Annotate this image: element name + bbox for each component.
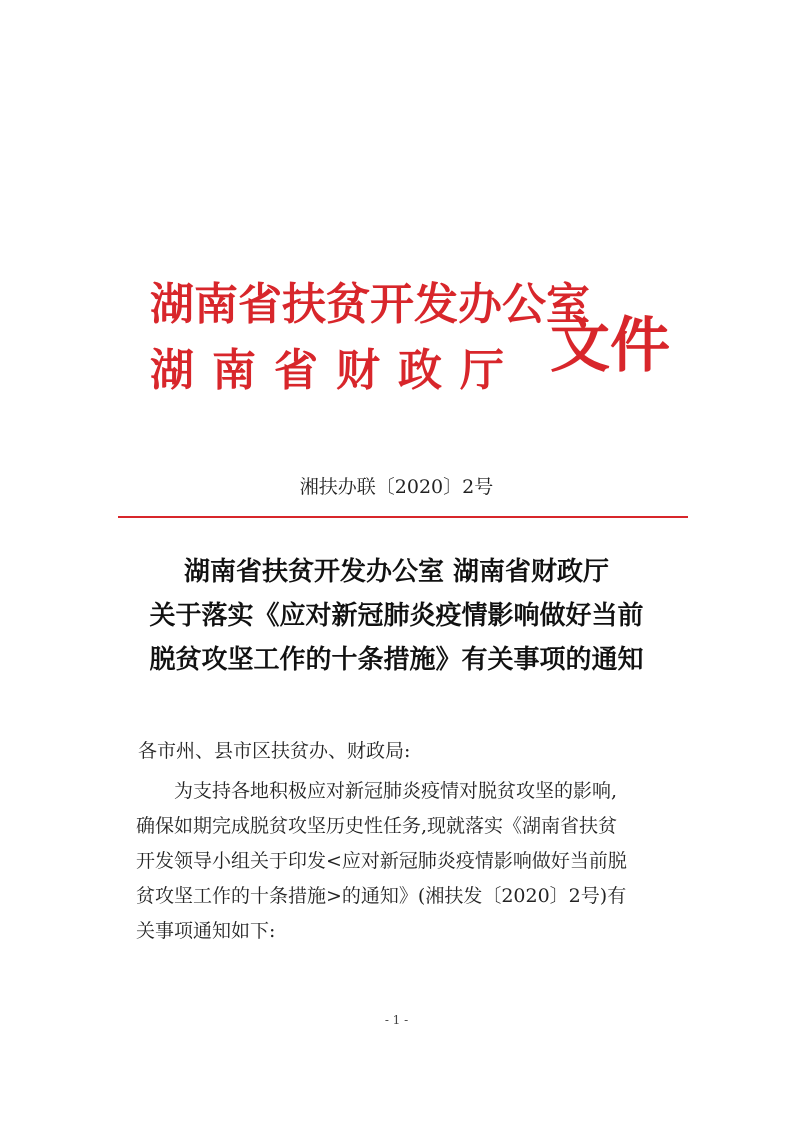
red-divider-line (118, 516, 688, 518)
body-line-1: 为支持各地积极应对新冠肺炎疫情对脱贫攻坚的影响, (174, 780, 618, 802)
body-line-2: 确保如期完成脱贫攻坚历史性任务,现就落实《湖南省扶贫 (136, 815, 618, 837)
page-number: - 1 - (384, 1013, 409, 1027)
salutation: 各市州、县市区扶贫办、财政局: (138, 740, 411, 762)
issuer-name-2: 湖南省财政厅 (150, 345, 522, 396)
title-line-1: 湖南省扶贫开发办公室 湖南省财政厅 (183, 557, 610, 587)
letterhead (150, 268, 670, 408)
title-line-2: 关于落实《应对新冠肺炎疫情影响做好当前 (149, 601, 644, 631)
document-type-label: 文件 (550, 311, 670, 381)
title-line-3: 脱贫攻坚工作的十条措施》有关事项的通知 (149, 645, 644, 675)
document-number: 湘扶办联〔2020〕2号 (299, 476, 494, 498)
issuer-name-1: 湖南省扶贫开发办公室 (150, 279, 590, 330)
body-line-5: 关事项通知如下: (136, 920, 276, 942)
body-line-4: 贫攻坚工作的十条措施>的通知》(湘扶发〔2020〕2号)有 (136, 885, 627, 907)
body-line-3: 开发领导小组关于印发<应对新冠肺炎疫情影响做好当前脱 (136, 850, 627, 872)
document-title (90, 550, 703, 682)
body-paragraph (136, 774, 676, 949)
